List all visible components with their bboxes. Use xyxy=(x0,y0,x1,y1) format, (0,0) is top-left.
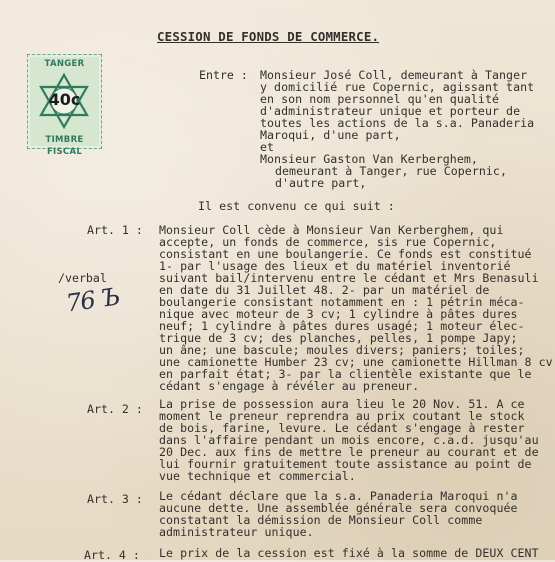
article-line: une camionette Humber 23 cv; une camionette Hillman 8 cv xyxy=(159,355,553,369)
article-line: constatant la démission de Monsieur Coll comme xyxy=(159,513,483,527)
article-line: cédant s'engage à révéler au preneur. xyxy=(159,379,420,393)
article-line: boulangerie consistant notamment en : 1 pétrin méca- xyxy=(159,295,525,309)
article-line: aucune dette. Une assemblée générale sera convoquée xyxy=(159,501,518,515)
entre-line: y domicilié rue Copernic, agissant tant xyxy=(260,80,535,94)
entre-line: Maroqui, d'une part, xyxy=(260,128,401,142)
entre-line: d'administrateur unique et porteur de xyxy=(260,104,521,118)
article-line: accepte, un fonds de commerce, sis rue Copernic, xyxy=(159,235,497,249)
entre-line: demeurant à Tanger, rue Copernic, xyxy=(275,164,507,178)
article-line: administrateur unique. xyxy=(159,525,314,539)
stamp-value: 40c xyxy=(48,90,81,109)
article-line: vue technique et commercial. xyxy=(159,469,356,483)
article-line: consistant en une boulangerie. Ce fonds est constitué xyxy=(159,247,532,261)
article-label: Art. 3 : xyxy=(87,492,143,506)
article-line: en parfait état; 3- par la clientèle existante que le xyxy=(159,367,532,381)
article-line: un âne; une bascule; moules divers; paniers; toiles; xyxy=(159,343,525,357)
document-title: CESSION DE FONDS DE COMMERCE. xyxy=(157,29,380,44)
article-line: 1- par l'usage des lieux et du matériel inventorié xyxy=(159,259,511,273)
stamp-bottom-text: TIMBRE FISCAL xyxy=(45,135,84,157)
entre-line: d'autre part, xyxy=(275,176,367,190)
article-line: lui fournir gratuitement toute assistance au point de xyxy=(159,457,532,471)
handwritten-annotation: 76 Ъ xyxy=(64,282,121,318)
stamp-top-text: TANGER xyxy=(44,59,85,69)
article-line: dans l'affaire pendant un mois encore, c.a.d. jusqu'au xyxy=(159,433,539,447)
article-label: Art. 2 : xyxy=(87,402,143,416)
article-line: Monsieur Coll cède à Monsieur Van Kerberghem, qui xyxy=(159,223,504,237)
entre-label: Entre : xyxy=(199,68,248,82)
article-line: de bois, farine, levure. Le cédant s'engage à rester xyxy=(159,421,525,435)
article-line: moment le preneur reprendra au prix coutant le stock xyxy=(159,409,525,423)
article-line: La prise de possession aura lieu le 20 Nov. 51. A ce xyxy=(159,397,525,411)
article-line: Le cédant déclare que la s.a. Panaderia Maroqui n'a xyxy=(159,489,518,503)
article-line: Le prix de la cession est fixé à la somme de DEUX CENT xyxy=(159,546,539,560)
article-line: nique avec moteur de 3 cv; 1 cylindre à pâtes dures xyxy=(159,307,518,321)
article-label: Art. 4 : xyxy=(84,548,140,562)
entre-line: Monsieur Gaston Van Kerberghem, xyxy=(260,152,478,166)
article-line: suivant bail/intervenu entre le cédant et Mrs Benasuli xyxy=(159,271,539,285)
entre-line: et xyxy=(260,140,275,154)
entre-line: Monsieur José Coll, demeurant à Tanger xyxy=(260,68,528,82)
margin-note: /verbal xyxy=(58,271,107,285)
article-line: trique de 3 cv; des planches, pelles, 1 pompe Japy; xyxy=(159,331,518,345)
article-line: en date du 31 Juillet 48. 2- par un matériel de xyxy=(159,283,490,297)
entre-line: en son nom personnel qu'en qualité xyxy=(260,92,500,106)
convenu-line: Il est convenu ce qui suit : xyxy=(198,199,395,213)
article-line: neuf; 1 cylindre à pâtes dures usagé; 1 moteur élec- xyxy=(159,319,525,333)
entre-line: toutes les actions de la s.a. Panaderia xyxy=(260,116,535,130)
article-label: Art. 1 : xyxy=(87,223,143,237)
fiscal-stamp xyxy=(27,54,102,157)
article-line: 20 Dec. aux fins de mettre le preneur au courant et de xyxy=(159,445,539,459)
